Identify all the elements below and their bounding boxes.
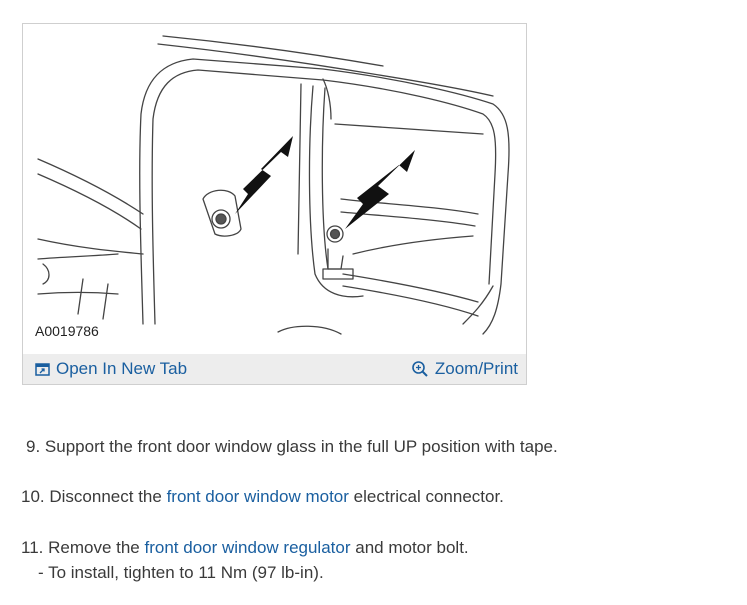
step-9 — [26, 437, 558, 457]
open-in-new-tab-label: Open In New Tab — [56, 359, 188, 378]
zoom-print-label: Zoom/Print — [434, 359, 518, 378]
step-10 — [21, 487, 504, 507]
step-text: Support the front door window glass in the full UP position with tape. — [44, 437, 558, 456]
step-text-before: Disconnect the — [49, 487, 167, 506]
figure-toolbar — [23, 354, 526, 384]
figure-container — [22, 23, 527, 385]
door-diagram-illustration — [23, 24, 526, 354]
open-in-new-tab-link[interactable] — [35, 359, 187, 379]
step-text-after: electrical connector. — [348, 487, 504, 506]
figure-code: A0019786 — [35, 323, 99, 339]
front-door-window-regulator-link[interactable]: front door window regulator — [144, 538, 351, 557]
open-new-tab-icon — [35, 363, 50, 376]
step-11-substep: - To install, tighten to 11 Nm (97 lb-in). — [38, 563, 324, 582]
zoom-print-link[interactable] — [411, 359, 518, 379]
step-number: 10. — [21, 487, 45, 506]
step-text-after: and motor bolt. — [350, 538, 469, 557]
step-number: 11. — [21, 538, 44, 557]
step-11 — [21, 538, 469, 558]
step-number: 9. — [26, 437, 41, 456]
zoom-in-icon — [411, 360, 429, 378]
front-door-window-motor-link[interactable]: front door window motor — [166, 487, 349, 506]
step-text-before: Remove the — [48, 538, 145, 557]
